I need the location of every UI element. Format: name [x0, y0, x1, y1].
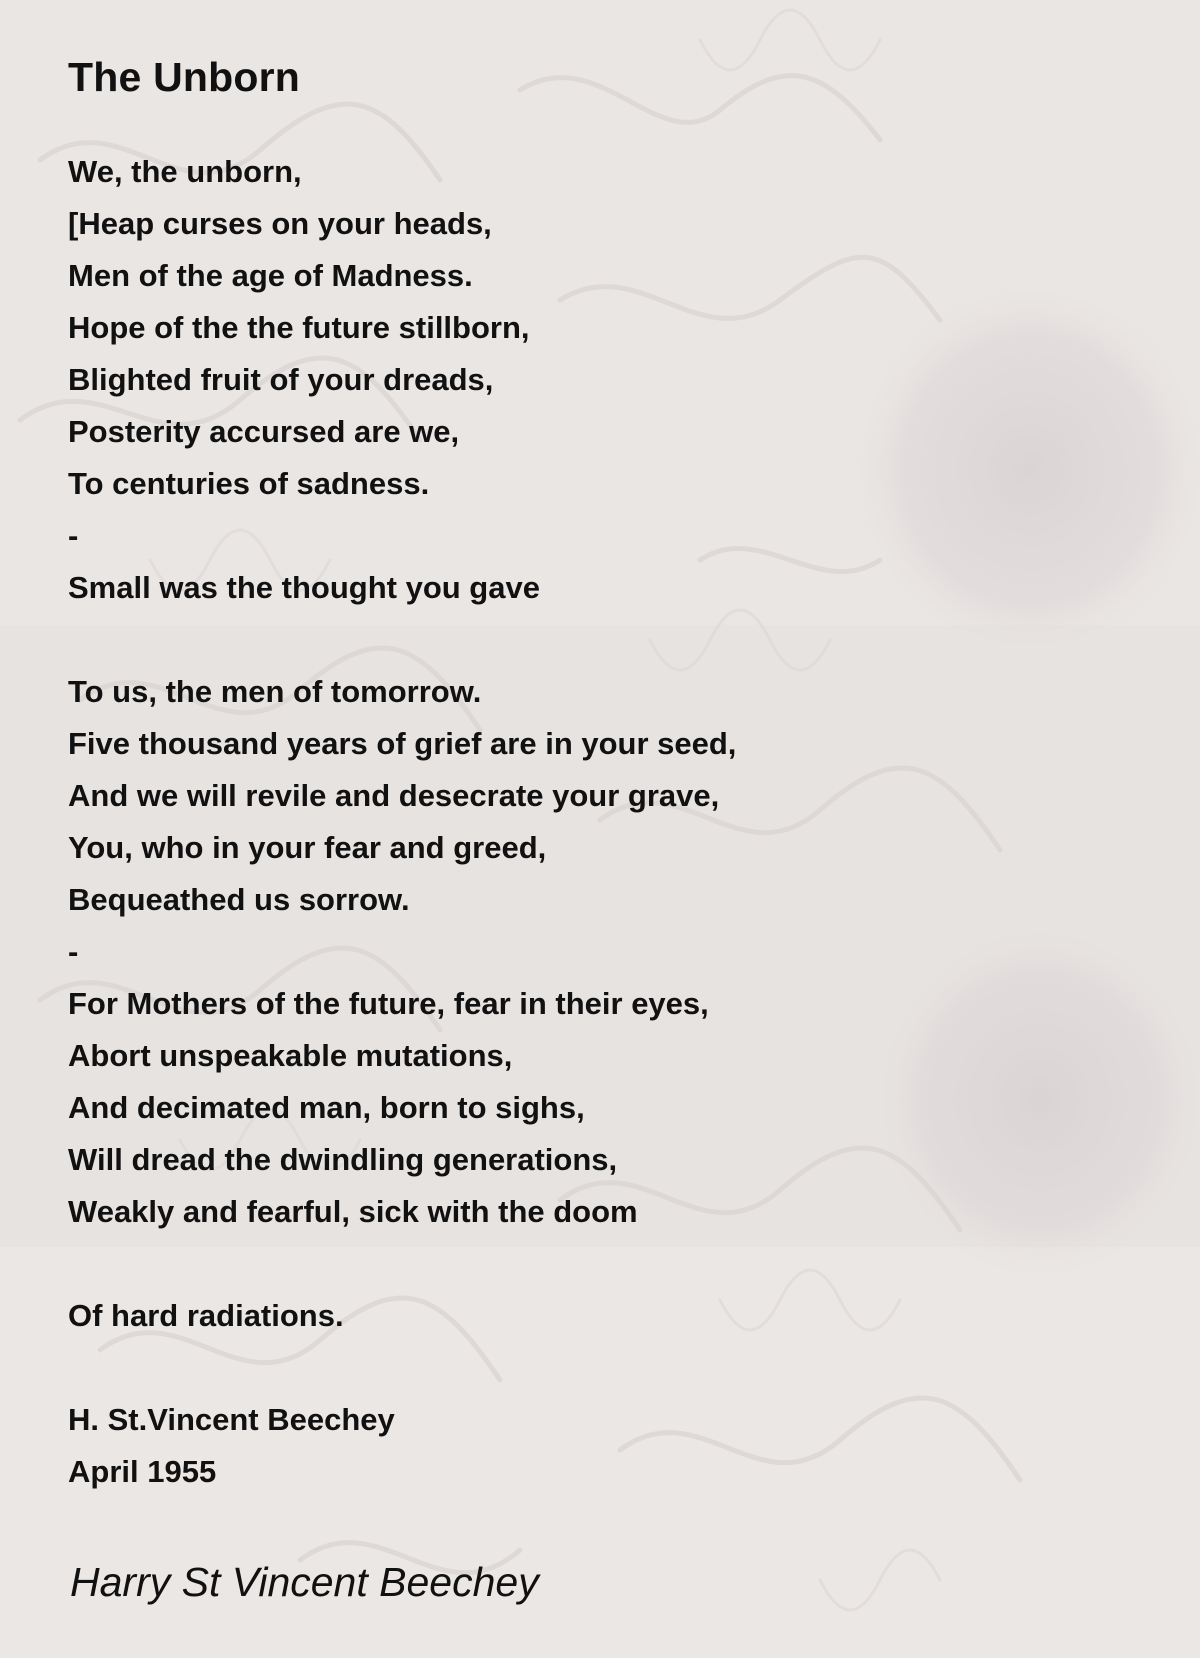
poem-line: Bequeathed us sorrow.: [68, 882, 410, 917]
poem-line: Hope of the the future stillborn,: [68, 310, 530, 345]
poem-line: Abort unspeakable mutations,: [68, 1038, 513, 1073]
poem-line: Blighted fruit of your dreads,: [68, 362, 494, 397]
poem-line: Five thousand years of grief are in your seed,: [68, 726, 737, 761]
poem-line: We, the unborn,: [68, 154, 302, 189]
poem-line: And we will revile and desecrate your grave,: [68, 778, 720, 813]
poem-line: Men of the age of Madness.: [68, 258, 473, 293]
poem-line: Will dread the dwindling generations,: [68, 1142, 618, 1177]
stanza-break: [68, 1238, 1128, 1290]
poem-line: You, who in your fear and greed,: [68, 830, 547, 865]
poem-line: H. St.Vincent Beechey: [68, 1402, 395, 1437]
poem-line: To centuries of sadness.: [68, 466, 430, 501]
poem-line: [Heap curses on your heads,: [68, 206, 492, 241]
poem-line: To us, the men of tomorrow.: [68, 674, 482, 709]
poem-line: April 1955: [68, 1454, 217, 1489]
poem-author: Harry St Vincent Beechey: [70, 1559, 539, 1605]
poem-line: For Mothers of the future, fear in their eyes,: [68, 986, 709, 1021]
stanza-break: [68, 614, 1128, 666]
poem-line: Posterity accursed are we,: [68, 414, 460, 449]
poem-body: [68, 146, 1128, 1498]
poem-line: And decimated man, born to sighs,: [68, 1090, 585, 1125]
poem-line: -: [68, 934, 79, 969]
poem-line: Of hard radiations.: [68, 1298, 344, 1333]
poem-content: [68, 50, 1128, 1498]
poem-line: Weakly and fearful, sick with the doom: [68, 1194, 638, 1229]
poem-line: Small was the thought you gave: [68, 570, 540, 605]
poem-title: The Unborn: [68, 54, 301, 100]
stanza-break: [68, 1342, 1128, 1394]
poem-line: -: [68, 518, 79, 553]
